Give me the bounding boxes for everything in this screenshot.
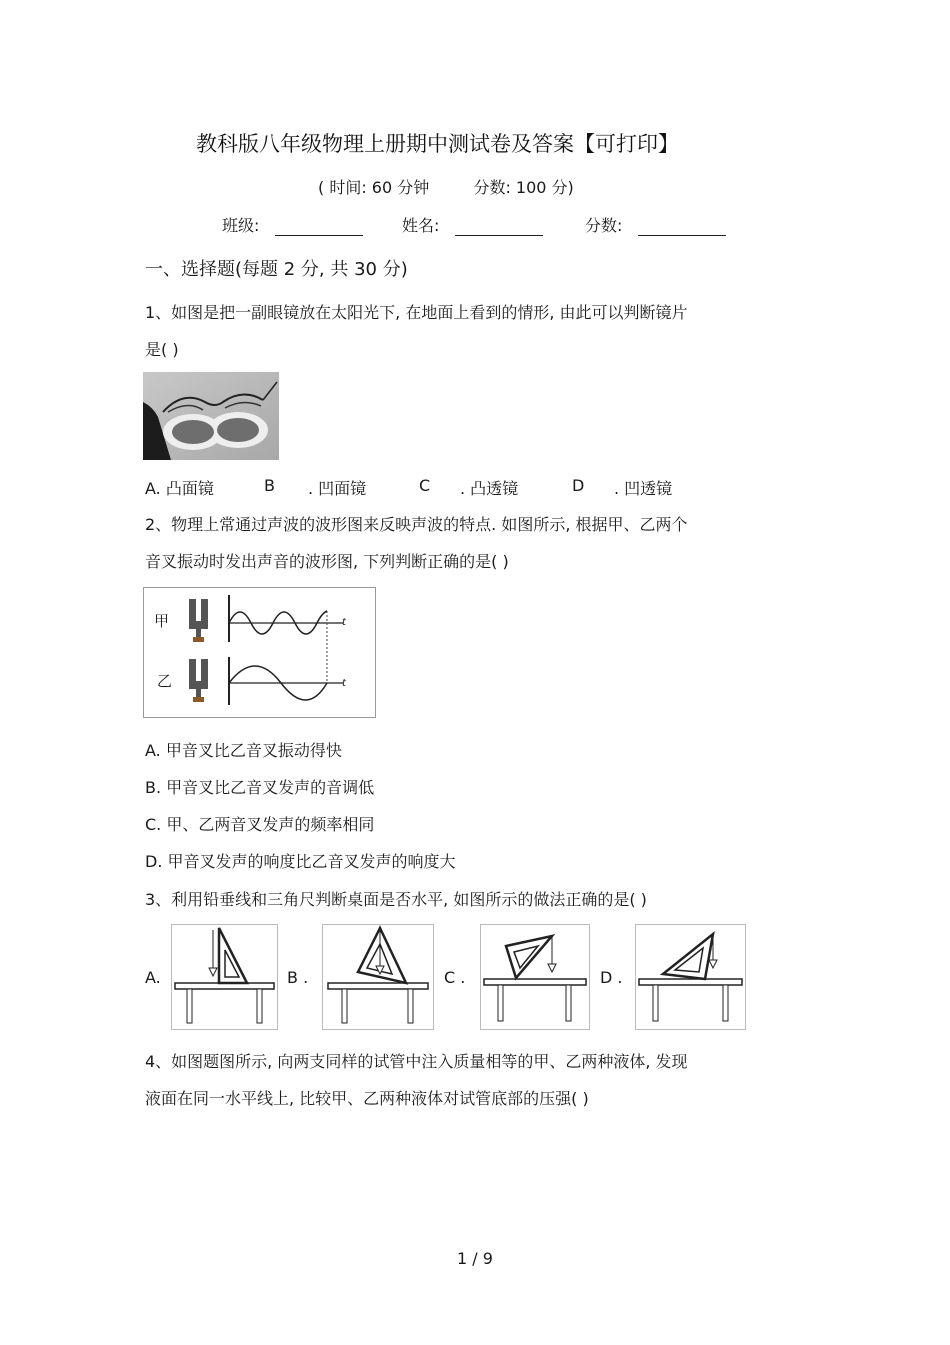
- q1-option-b-letter[interactable]: B: [264, 476, 275, 495]
- q3-line1: 3、利用铅垂线和三角尺判断桌面是否水平, 如图所示的做法正确的是( ): [145, 890, 647, 909]
- q3-figure-c: [480, 924, 590, 1030]
- q1-option-c-letter[interactable]: C: [419, 476, 431, 495]
- section-heading: 一、选择题(每题 2 分, 共 30 分): [145, 259, 408, 280]
- page-title: 教科版八年级物理上册期中测试卷及答案【可打印】: [196, 132, 679, 156]
- name-label: 姓名:: [402, 216, 440, 235]
- q3-label-d[interactable]: D .: [600, 968, 623, 987]
- q3-figure-a: [171, 924, 278, 1030]
- q2-option-d[interactable]: D. 甲音叉发声的响度比乙音叉发声的响度大: [145, 852, 456, 871]
- name-blank[interactable]: [455, 217, 543, 236]
- q1-option-b[interactable]: . 凹面镜: [308, 479, 367, 498]
- q1-option-c[interactable]: . 凸透镜: [460, 479, 519, 498]
- score-blank[interactable]: [638, 217, 726, 236]
- q1-option-a[interactable]: A. 凸面镜: [145, 479, 214, 498]
- q2-option-a[interactable]: A. 甲音叉比乙音叉振动得快: [145, 741, 342, 760]
- q4-line2: 液面在同一水平线上, 比较甲、乙两种液体对试管底部的压强( ): [145, 1089, 589, 1108]
- exam-meta: [318, 175, 574, 198]
- q2-option-b[interactable]: B. 甲音叉比乙音叉发声的音调低: [145, 778, 375, 797]
- q3-label-b[interactable]: B .: [287, 968, 309, 987]
- exam-time: ( 时间: 60 分钟: [318, 178, 430, 197]
- glasses-photo: [143, 372, 279, 460]
- q3-figure-b: [322, 924, 434, 1030]
- q2-line1: 2、物理上常通过声波的波形图来反映声波的特点. 如图所示, 根据甲、乙两个: [145, 515, 688, 534]
- q1-line1: 1、如图是把一副眼镜放在太阳光下, 在地面上看到的情形, 由此可以判断镜片: [145, 303, 688, 322]
- q3-label-c[interactable]: C .: [444, 968, 466, 987]
- tuning-fork-figure: [143, 587, 376, 718]
- class-label: 班级:: [222, 216, 260, 235]
- q1-line2: 是( ): [145, 340, 179, 359]
- class-field: [222, 213, 363, 236]
- fig-label-jia: 甲: [154, 612, 170, 630]
- fig-axis-t2: t: [342, 678, 346, 689]
- fig-label-yi: 乙: [157, 672, 173, 690]
- exam-total-score: 分数: 100 分): [473, 178, 574, 197]
- page-number: 1 / 9: [457, 1249, 493, 1268]
- name-field: [402, 213, 543, 236]
- q2-line2: 音叉振动时发出声音的波形图, 下列判断正确的是( ): [145, 552, 509, 571]
- class-blank[interactable]: [275, 217, 363, 236]
- fig-axis-t1: t: [342, 617, 346, 628]
- q1-option-d-letter[interactable]: D: [572, 476, 585, 495]
- q2-option-c[interactable]: C. 甲、乙两音叉发声的频率相同: [145, 815, 375, 834]
- q4-line1: 4、如图题图所示, 向两支同样的试管中注入质量相等的甲、乙两种液体, 发现: [145, 1052, 688, 1071]
- q3-label-a[interactable]: A.: [145, 968, 161, 987]
- score-field: [585, 213, 726, 236]
- q3-figure-d: [635, 924, 746, 1030]
- q1-option-d[interactable]: . 凹透镜: [614, 479, 673, 498]
- score-label: 分数:: [585, 216, 623, 235]
